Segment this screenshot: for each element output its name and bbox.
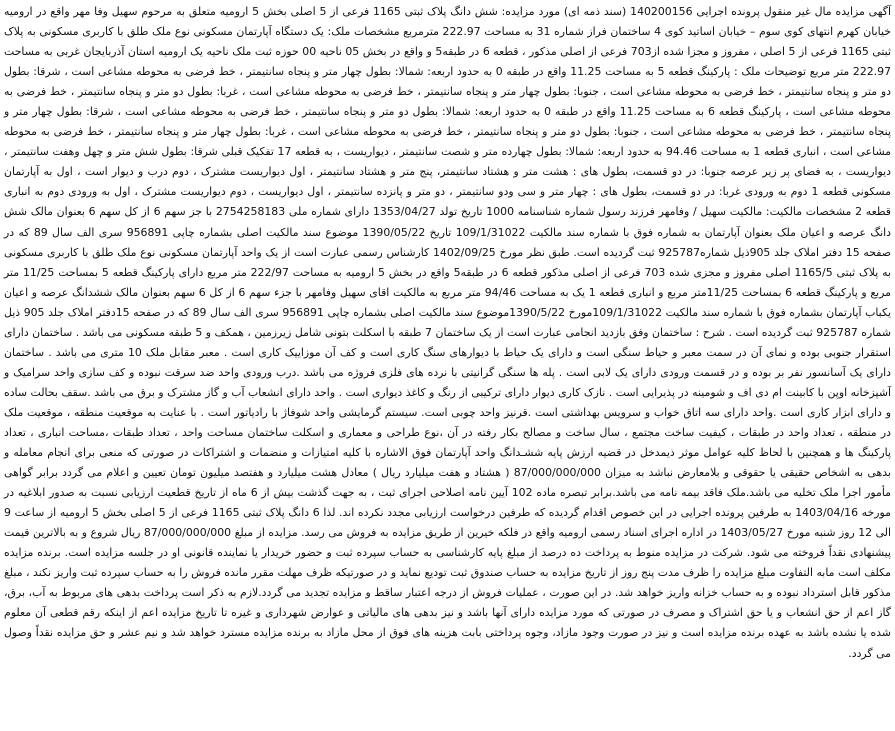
auction-notice-text: آگهی مزایده مال غیر منقول پرونده اجرایی 140200156 (سند ذمه ای) مورد مزایده: شش دانگ پلاک ثبتی 1165 فرعی از 5 اصلی بخش 5 ارومیه متعلق به مرحوم سهیل وفا مهر واقع در ارومیه خیابان کهرم انتهای کوی سوم – خیابان اساتید کوی 4 ساختمان فراز شماره 31 به مساحت 222.97 مترمربع مشخصات ملک: یک دستگاه آپارتمان مسکونی نوع ملک طلق با کاربری مسکونی به پلاک ثبتی 1165 فرعی از 5 اصلی ، مفروز و مجزا شده از703 فرعی از اصلی مذکور ، قطعه 6 در طبقه5 و واقع در بخش 05 ناحیه 00 حوزه ثبت ملک ناحیه یک ارومیه استان آذربایجان غربی به مساحت 222.97 متر مربع توضیحات ملک : پارکینگ قطعه 5 به مساحت 11.25 واقع در طبقه 0 به حدود اربعه: شمالا: بطول چهار متر و پنجاه سانتیمتر ، خط فرضی به محوطه مشاعی است ، شرقا: بطول دو متر و پنجاه سانتیمتر ، خط فرضی به محوطه مشاعی است ، جنوبا: بطول چهار متر و پنجاه سانتیمتر ، خط فرضی به محوطه مشاعی است ، غربا: بطول دو متر و پنجاه سانتیمتر ، خط فرضی به محوطه مشاعی است ، پارکینگ قطعه 6 به مساحت 11.25 واقع در طبقه 0 به حدود اربعه: شمالا: بطول دو متر و پنجاه سانتیمتر ، خط فرضی به محوطه مشاعی است ، شرقا: بطول چهار متر و پنجاه سانتیمتر ، خط فرضی به محوطه مشاعی است ، جنوبا: بطول دو متر و پنجاه سانتیمتر ، خط فرضی به محوطه مشاعی است ، غربا: بطول چهار متر و پنجاه سانتیمتر ، خط فرضی به محوطه مشاعی است ، انباری قطعه 1 به مساحت 94.46 به حدود اربعه: شمالا: بطول چهارده متر و شصت سانتیمتر ، دیواریست ، به قطعه 17 تفکیک قبلی شرقا: بطول شش متر و چهل وهفت سانتیمتر ، دیواریست ، به فضای پر زیر عرصه جنوبا: در دو قسمت، بطول های : هشت متر و هشتاد سانتیمتر، پنج متر و هشتاد سانتیمتر ، اول دیواریست مشترک ، دوم درب و دیوار است ، اول به آپارتمان مسکونی قطعه 1 دوم به ورودی غربا: در دو قسمت، بطول های : چهار متر و سی ودو سانتیمتر ، دو متر و پانزده سانتیمتر ، اول دیواریست ، دوم دیواریست مشترک ، اول به ورودی دوم به انباری قطعه 2 مشخصات مالکیت: مالکیت سهیل / وفامهر فرزند رسول شماره شناسنامه 1000 تاریخ تولد 1353/04/27 دارای شماره ملی 2754258183 با جز سهم 6 از کل سهم 6 بعنوان مالک شش دانگ عرصه و اعیان ملک بعنوان آپارتمان به شماره فوق با شماره سند مالکیت 109/1/31022 تاریخ 1390/05/22 موضوع سند مالکیت اصلی بشماره چاپی 956891 سری الف سال 89 که در صفحه 15 دفتر املاک جلد 905ذیل شماره925787 ثبت گردیده است. طبق نظر مورخ 1402/09/25 کارشناس رسمی عبارت است از یک واحد آپارتمان مسکونی نوع ملک طلق با کاربری مسکونی به پلاک ثبتی 1165/5 اصلی مفروز و مجزی شده 703 فرعی از اصلی مذکور قطعه 6 در طبقه5 واقع در بخش 5 ارومیه به مساحت 222/97 متر مربع دارای پارکینگ قطعه 5 بمساحت 11/25 متر مربع و پارکینگ قطعه 6 بمساحت 11/25متر مربع و انباری قطعه 1 یک به مساحت 94/46 متر مربع به مالکیت اقای سهیل وفامهر با جزء سهم 6 از کل 6 سهم بعنوان مالک ششدانگ عرصه و اعیان یکباب آپارتمان بشماره فوق با شماره سند مالکیت 109/1/31022مورخ 1390/5/22موضوع سند مالکیت اصلی بشماره چاپی 956891 سری الف سال 89 که در صفحه 15دفتر املاک جلد 905 ذیل شماره 925787 ثبت گردیده است . شرح : ساختمان وفق بازدید انجامی عبارت است از یک ساختمان 7 طبقه با اسکلت بتونی شامل زیرزمین ، همکف و 5 طبقه مسکونی می باشد . ساختمان دارای استقرار جنوبی بوده و نمای آن در سمت معبر و حیاط سنگی است و دارای یک حیاط با دیوارهای سنگ کاری است و کف آن موزاییک کاری است . معبر مقابل ملک 10 متری می باشد . ساختمان دارای یک آسانسور نفر بر بوده و در قسمت ورودی دارای یک لابی است . پله ها سنگی گرانیتی با نرده های فلزی فروژه می باشد .درب ورودی واحد ضد سرقت نبوده و کف سازی واحد سرامیک و آشپزخانه اوپن با کابینت ام دی اف و شومینه در پذیرایی است . نازک کاری دیوار دارای ترکیبی از رنگ و کاغذ دیواری است . واحد دارای انشعاب آب و گاز مشترک و برق می باشد .سقف بحالت ساده و دارای ابزار کاری است .واحد دارای سه اتاق خواب و سرویس بهداشتی است .قرنیز واحد چوبی است. سیستم گرمایشی واحد شوفاژ با رادیاتور است . با عنایت به موقعیت منطقه ، موقعیت ملک در منطقه ، تعداد واحد در طبقات ، کیفیت ساخت مجتمع ، سال ساخت و مصالح بکار رفته در آن ،نوع طراحی و معماری و اسکلت ساختمان مساحت واحد ، تعداد طبقات ،مساحت انباری ، تعداد پارکینگ ها و همچنین با لحاظ کلیه عوامل موثر ذیمدخل در قضیه ارزش پایه ششـدانگ واحد آپارتمان فوق الاشاره با کلیه امتیازات و منضمات و اشتراکات در صورتی که منعی برای انجام معامله و بدهی به اشخاص حقیقی یا حقوقی و بلامعارض نباشد به میزان 87/000/000/000 ( هشتاد و هفت میلیارد ریال ) معادل هشت میلیارد و هفتصد میلیون تومان تعیین و اعلام می گردد برابر گواهی مأمور اجرا ملک تخلیه می باشد.ملک فاقد بیمه نامه می باشد.برابر تبصره ماده 102 آیین نامه اصلاحی اجرای ثبت ، به جهت گذشت بیش از 6 ماه از تاریخ قطعیت ارزیابی نسبت به صدور ابلاغیه در مورخه 1403/04/16 به طرفین پرونده اجرایی در این خصوص اقدام گردیده که طرفین درخواست ارزیابی مجدد نکرده اند. لذا 6 دانگ پلاک ثبتی 1165 فرعی از 5 اصلی بخش 5 ارومیه از ساعت 9 الی 12 روز شنبه مورخ 1403/05/27 در اداره اجرای اسناد رسمی ارومیه واقع در فلکه خیرین از طریق مزایده به فروش می رسد. مزایده از مبلغ 87/000/000/000 ریال شروع و به بالاترین قیمت پیشنهادی نقداً فروخته می شود. شرکت در مزایده منوط به پرداخت ده درصد از مبلغ پایه کارشناسی به حساب سپرده ثبت و حضور خریدار یا نماینده قانونی او در جلسه مزایده است. برنده مزایده مکلف است مابه التفاوت مبلغ مزایده را ظرف مدت پنج روز از تاریخ مزایده به حساب صندوق ثبت تودیع نماید و در صورتیکه ظرف مهلت مقرر مانده فروش را به حساب سپرده ثبت واریز نکند ، مبلغ مذکور قابل استرداد نبوده و به حساب خزانه واریز خواهد شد. در این صورت ، عملیات فروش از درجه اعتبار ساقط و مزایده تجدید می گردد.لازم به ذکر است پرداخت بدهی های مربوط به آب، برق، گاز اعم از حق انشعاب و یا حق اشتراک و مصرف در صورتی که مورد مزایده دارای آنها باشد و نیز بدهی های مالیاتی و عوارض شهرداری و غیره تا تاریخ مزایده اعم از اینکه رقم قطعی آن معلوم شده یا نشده باشد به عهده برنده مزایده است و نیز در صورت وجود مازاد، وجوه پرداختی بابت هزینه های فوق از محل مازاد به برنده مزایده مسترد خواهد شد و نیم عشر و حق مزایده نقداً وصول می گردد. xyxy=(4,5,892,660)
